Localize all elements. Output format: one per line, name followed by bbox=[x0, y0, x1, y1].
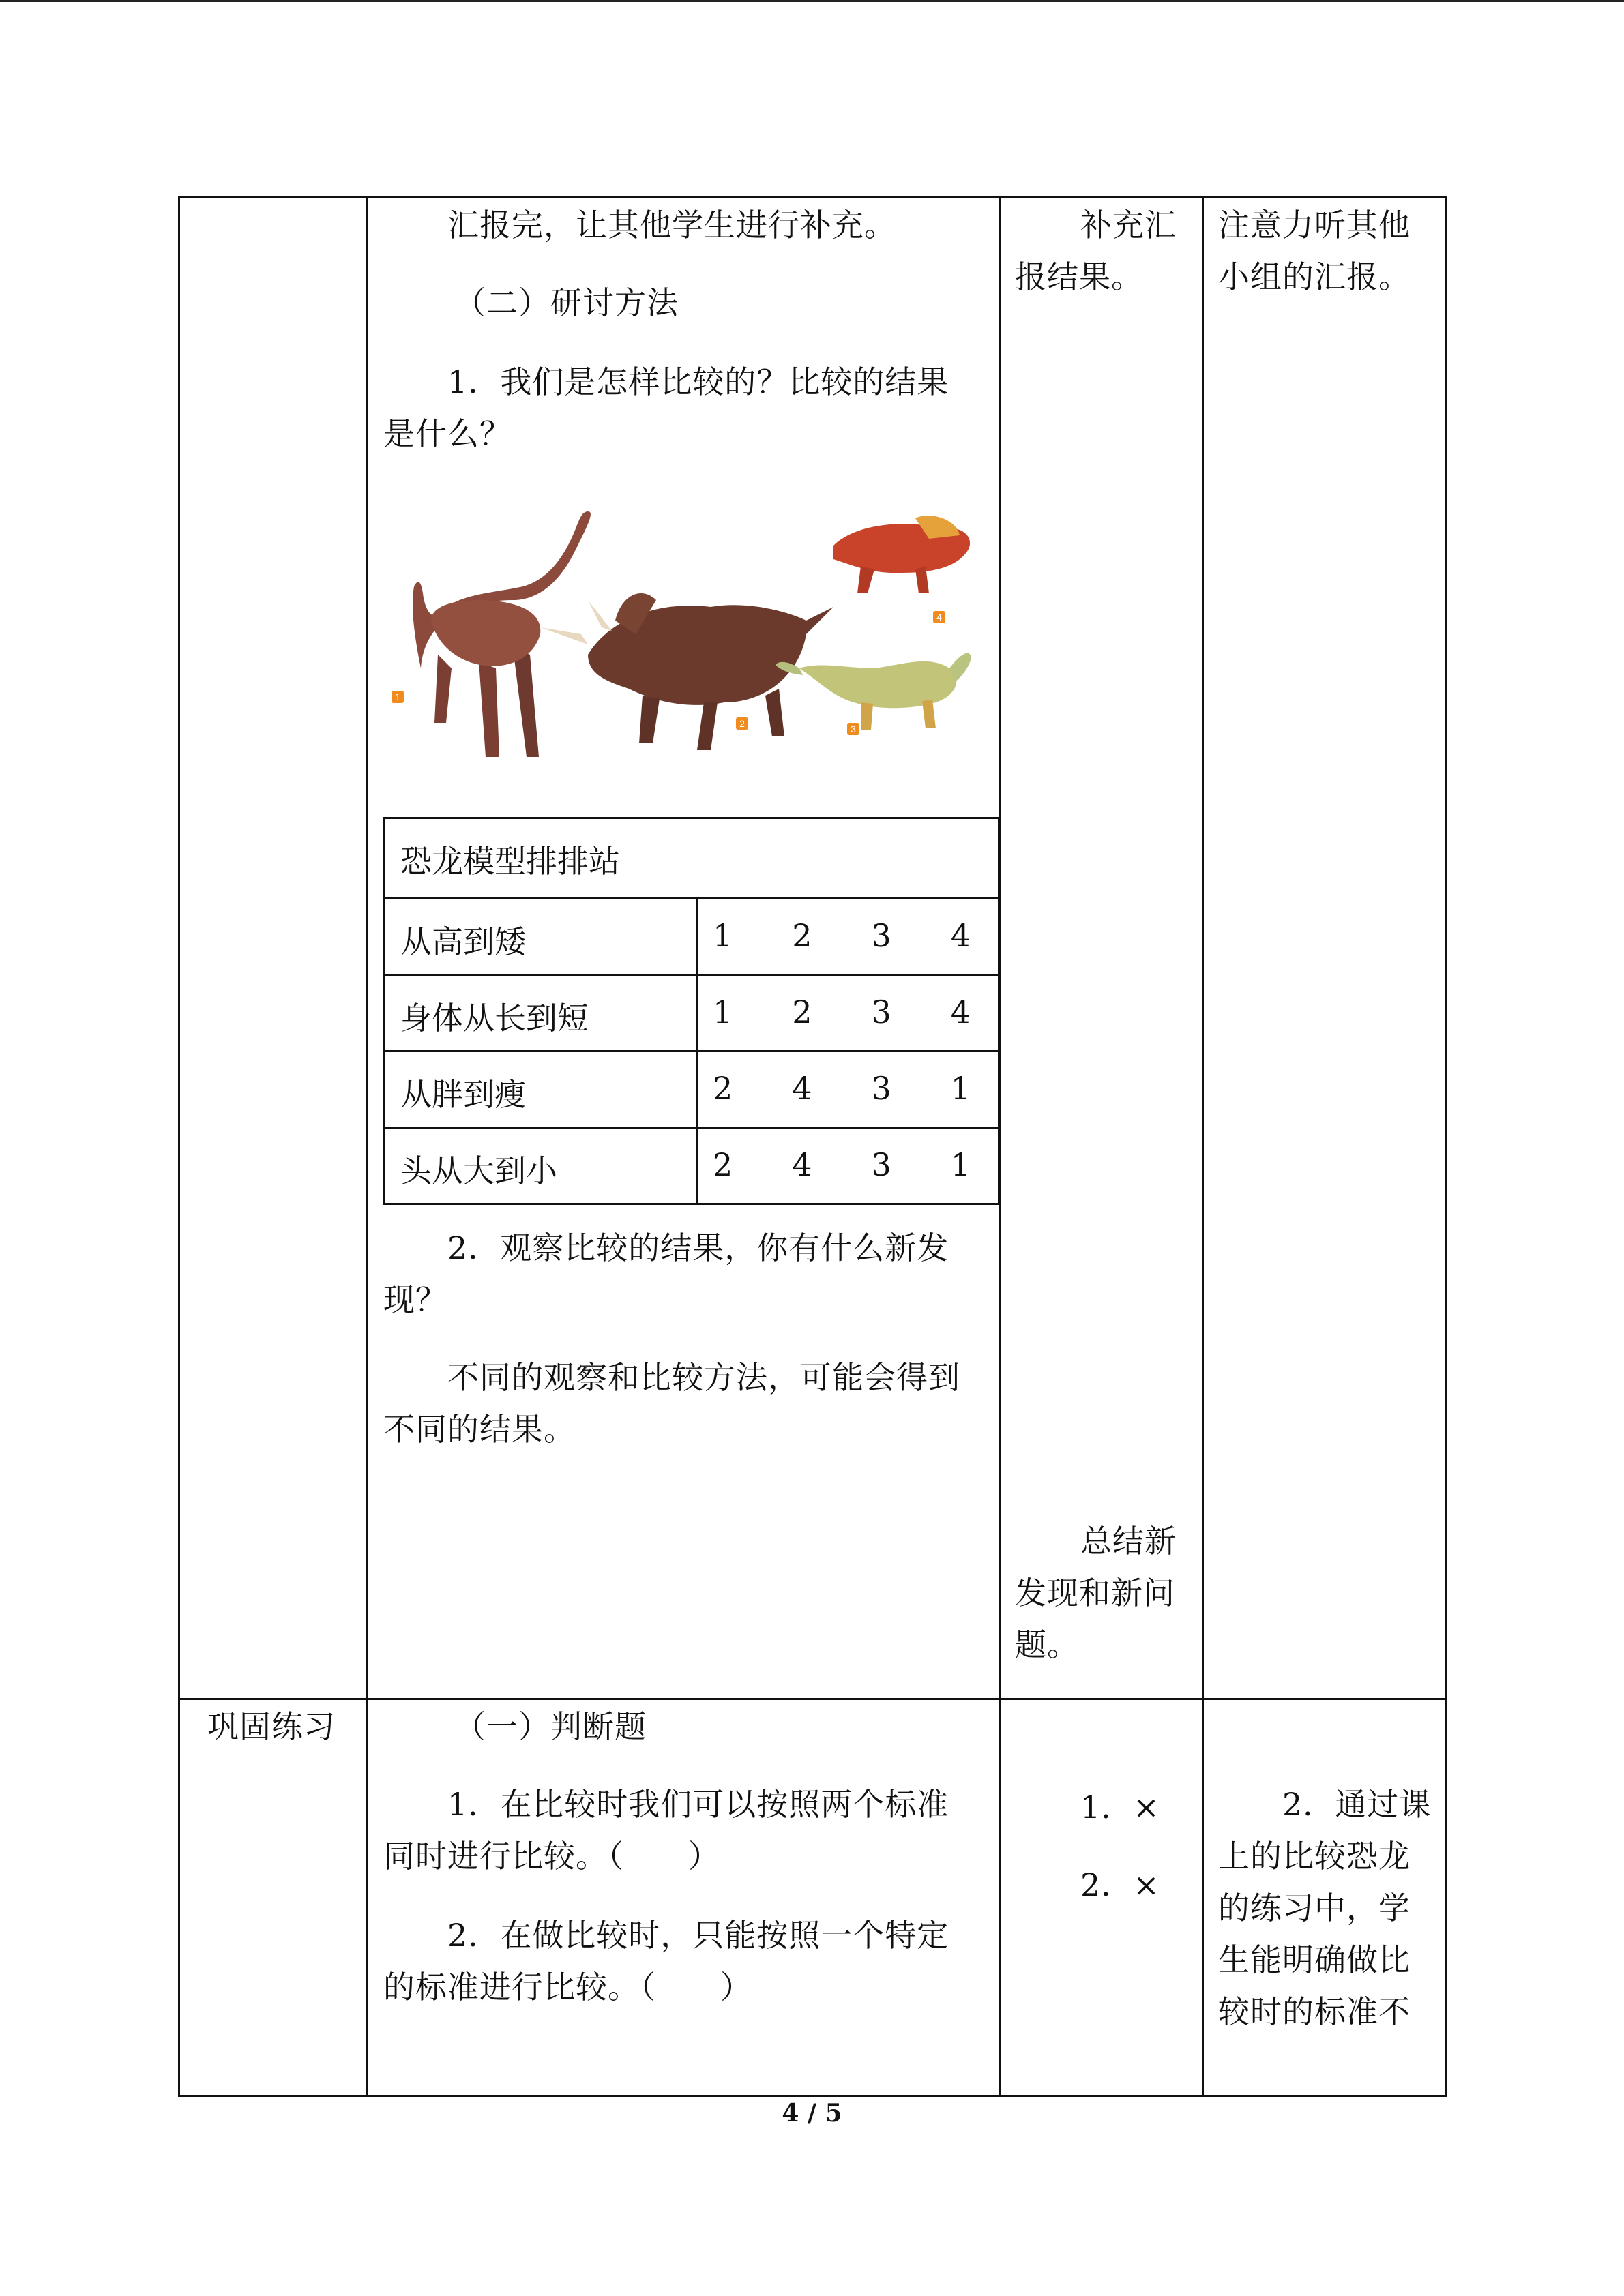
exercise-1-line-2: 同时进行比较。（ ） bbox=[383, 1838, 720, 1875]
ranking-label: 从高到矮 bbox=[385, 899, 697, 975]
top-border bbox=[0, 0, 1624, 2]
table-left-border bbox=[178, 196, 180, 2097]
ranking-value: 4 bbox=[950, 994, 971, 1030]
ranking-value: 2 bbox=[713, 1070, 733, 1107]
page-number: 4 / 5 bbox=[782, 2099, 842, 2128]
table-row-divider bbox=[178, 1698, 1447, 1700]
exercise-2-line-1: 2．在做比较时，只能按照一个特定 bbox=[447, 1917, 949, 1954]
table-row bbox=[385, 899, 999, 975]
ranking-value: 1 bbox=[713, 994, 733, 1030]
table-col-divider-3 bbox=[1202, 196, 1204, 2097]
student-activity-line: 题。 bbox=[1015, 1626, 1079, 1663]
process-line-report: 汇报完，让其他学生进行补充。 bbox=[447, 207, 896, 243]
ranking-value: 1 bbox=[950, 1070, 971, 1107]
dinosaur-ranking-table bbox=[383, 817, 1000, 1205]
answer-1: 1．× bbox=[1080, 1789, 1160, 1825]
design-intent-line: 的练习中，学 bbox=[1218, 1890, 1411, 1926]
stage-label-practice: 巩固练习 bbox=[207, 1708, 336, 1745]
design-intent-line: 小组的汇报。 bbox=[1218, 258, 1411, 295]
photo-tag-2: 2 bbox=[739, 718, 745, 729]
photo-tag-1: 1 bbox=[395, 691, 400, 702]
design-intent-line: 较时的标准不 bbox=[1218, 1993, 1411, 2030]
table-row bbox=[385, 1052, 999, 1128]
table-row bbox=[385, 818, 999, 899]
table-row bbox=[385, 975, 999, 1052]
student-activity-line: 发现和新问 bbox=[1015, 1575, 1175, 1611]
answer-2: 2．× bbox=[1080, 1866, 1160, 1903]
dinosaur-3-green-sauropod bbox=[776, 653, 971, 730]
conclusion-line-1: 不同的观察和比较方法，可能会得到 bbox=[447, 1359, 960, 1396]
ranking-label: 身体从长到短 bbox=[385, 975, 697, 1052]
design-intent-line: 生能明确做比 bbox=[1218, 1941, 1411, 1978]
design-intent-line: 上的比较恐龙 bbox=[1218, 1838, 1411, 1875]
ranking-values bbox=[697, 899, 999, 975]
table-right-border bbox=[1445, 196, 1447, 2097]
ranking-label: 头从大到小 bbox=[385, 1128, 697, 1204]
ranking-value: 2 bbox=[792, 917, 812, 954]
exercise-2-line-2: 的标准进行比较。（ ） bbox=[383, 1969, 752, 2006]
section-heading-discussion: （二）研讨方法 bbox=[454, 284, 679, 321]
ranking-value: 3 bbox=[871, 1070, 891, 1107]
student-activity-line: 报结果。 bbox=[1015, 258, 1143, 295]
design-intent-line: 2．通过课 bbox=[1282, 1786, 1432, 1823]
dinosaur-4-small-triceratops bbox=[833, 516, 970, 593]
section-heading-true-false: （一）判断题 bbox=[454, 1708, 647, 1745]
question-2-line-1: 2．观察比较的结果，你有什么新发 bbox=[447, 1229, 949, 1266]
ranking-value: 4 bbox=[792, 1146, 812, 1183]
photo-tag-4: 4 bbox=[936, 612, 942, 623]
ranking-values bbox=[697, 975, 999, 1052]
dinosaur-models-photo bbox=[383, 498, 977, 771]
student-activity-line: 总结新 bbox=[1080, 1523, 1177, 1560]
ranking-value: 3 bbox=[871, 1146, 891, 1183]
ranking-value: 3 bbox=[871, 917, 891, 954]
table-top-border bbox=[178, 196, 1447, 198]
table-col-divider-1 bbox=[366, 196, 368, 2097]
photo-tag-3: 3 bbox=[851, 724, 856, 734]
ranking-value: 1 bbox=[713, 917, 733, 954]
design-intent-line: 注意力听其他 bbox=[1218, 207, 1411, 243]
ranking-value: 4 bbox=[950, 917, 971, 954]
ranking-value: 2 bbox=[713, 1146, 733, 1183]
ranking-value: 4 bbox=[792, 1070, 812, 1107]
question-2-line-2: 现？ bbox=[383, 1281, 447, 1318]
question-1-line-2: 是什么？ bbox=[383, 415, 512, 452]
question-1-line-1: 1．我们是怎样比较的？比较的结果 bbox=[447, 363, 949, 400]
student-activity-line: 补充汇 bbox=[1080, 207, 1177, 243]
exercise-1-line-1: 1．在比较时我们可以按照两个标准 bbox=[447, 1786, 949, 1823]
ranking-table-title: 恐龙模型排排站 bbox=[385, 818, 999, 899]
ranking-label: 从胖到瘦 bbox=[385, 1052, 697, 1128]
table-row bbox=[385, 1128, 999, 1204]
ranking-values bbox=[697, 1052, 999, 1128]
conclusion-line-2: 不同的结果。 bbox=[383, 1411, 576, 1448]
table-bottom-border bbox=[178, 2095, 1447, 2097]
ranking-value: 2 bbox=[792, 994, 812, 1030]
ranking-value: 1 bbox=[950, 1146, 971, 1183]
ranking-values bbox=[697, 1128, 999, 1204]
ranking-value: 3 bbox=[871, 994, 891, 1030]
